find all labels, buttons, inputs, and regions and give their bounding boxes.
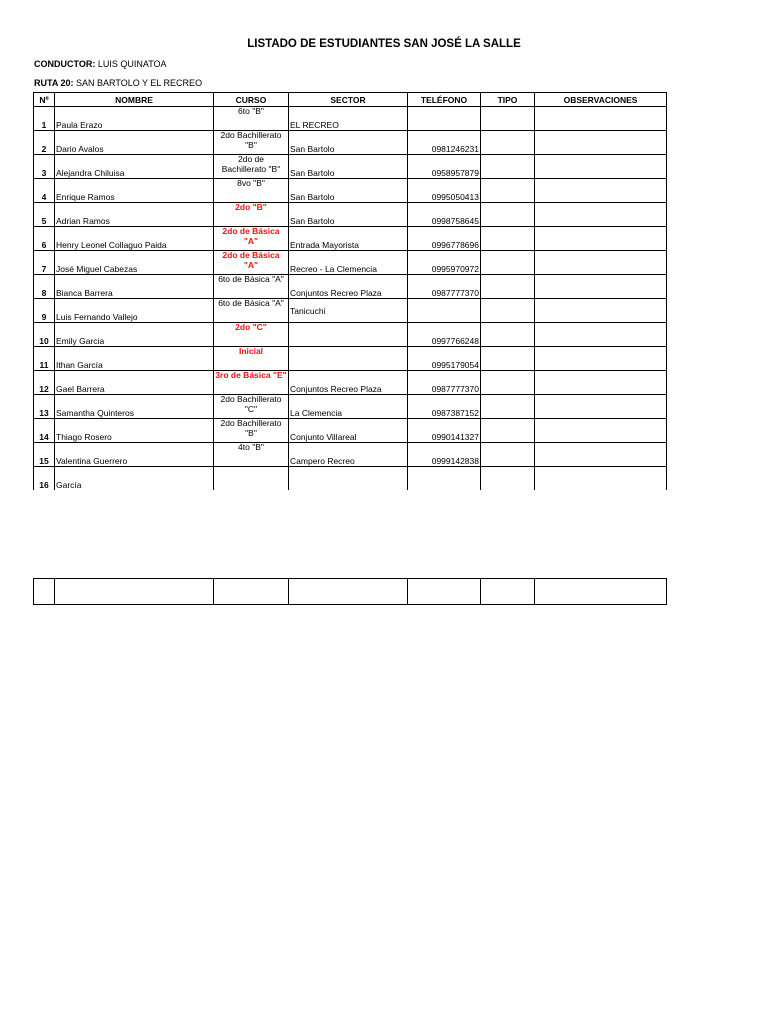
student-phone: 0987777370 xyxy=(408,275,481,299)
student-observaciones xyxy=(535,251,667,275)
student-tipo xyxy=(481,299,535,323)
student-course: 2do Bachillerato "B" xyxy=(214,419,289,443)
student-tipo xyxy=(481,179,535,203)
table-row xyxy=(34,131,667,155)
student-phone: 0995179054 xyxy=(408,347,481,371)
student-name: García xyxy=(55,467,214,491)
student-sector: EL RECREO xyxy=(289,107,408,131)
table-row xyxy=(34,467,667,491)
student-sector: San Bartolo xyxy=(289,179,408,203)
header-telefono: TELÉFONO xyxy=(408,93,481,107)
student-sector: San Bartolo xyxy=(289,203,408,227)
student-sector: San Bartolo xyxy=(289,131,408,155)
students-table-body xyxy=(34,107,667,491)
table-row xyxy=(34,323,667,347)
student-tipo xyxy=(481,467,535,491)
student-observaciones xyxy=(535,179,667,203)
student-course: 6to "B" xyxy=(214,107,289,131)
student-phone xyxy=(408,299,481,323)
student-course: 4to "B" xyxy=(214,443,289,467)
student-tipo xyxy=(481,251,535,275)
student-phone: 0995970972 xyxy=(408,251,481,275)
row-number: 6 xyxy=(34,227,55,251)
student-name: Ithan García xyxy=(55,347,214,371)
student-sector: La Clemencia xyxy=(289,395,408,419)
table-row xyxy=(34,155,667,179)
student-observaciones xyxy=(535,395,667,419)
table-row xyxy=(34,347,667,371)
student-name: Henry Leonel Collaguo Paida xyxy=(55,227,214,251)
row-number: 12 xyxy=(34,371,55,395)
student-phone: 0995050413 xyxy=(408,179,481,203)
student-sector: Campero Recreo xyxy=(289,443,408,467)
blank-cell xyxy=(55,579,214,605)
row-number: 9 xyxy=(34,299,55,323)
row-number: 15 xyxy=(34,443,55,467)
row-number: 4 xyxy=(34,179,55,203)
student-phone xyxy=(408,107,481,131)
student-sector xyxy=(289,467,408,491)
student-phone: 0999142838 xyxy=(408,443,481,467)
student-course: 2do de Básica "A" xyxy=(214,227,289,251)
blank-cell xyxy=(34,579,55,605)
blank-table xyxy=(33,578,667,605)
student-name: Samantha Quinteros xyxy=(55,395,214,419)
student-tipo xyxy=(481,347,535,371)
student-observaciones xyxy=(535,107,667,131)
student-phone: 0987387152 xyxy=(408,395,481,419)
conductor-value: LUIS QUINATOA xyxy=(95,59,167,69)
student-phone: 0981246231 xyxy=(408,131,481,155)
student-phone: 0987777370 xyxy=(408,371,481,395)
student-course: 2do de Básica "A" xyxy=(214,251,289,275)
table-row xyxy=(34,227,667,251)
student-observaciones xyxy=(535,371,667,395)
table-row xyxy=(34,179,667,203)
student-name: Adrian Ramos xyxy=(55,203,214,227)
table-row xyxy=(34,395,667,419)
table-row xyxy=(34,419,667,443)
table-row xyxy=(34,107,667,131)
student-observaciones xyxy=(535,419,667,443)
student-tipo xyxy=(481,131,535,155)
blank-cell xyxy=(535,579,667,605)
student-course: 6to de Básica "A" xyxy=(214,275,289,299)
student-sector xyxy=(289,323,408,347)
route-line xyxy=(34,78,202,88)
student-phone: 0997766248 xyxy=(408,323,481,347)
student-observaciones xyxy=(535,467,667,491)
student-phone: 0958957879 xyxy=(408,155,481,179)
header-num: Nº xyxy=(34,93,55,107)
students-table xyxy=(33,92,667,490)
student-tipo xyxy=(481,443,535,467)
row-number: 11 xyxy=(34,347,55,371)
student-tipo xyxy=(481,275,535,299)
table-row xyxy=(34,251,667,275)
student-observaciones xyxy=(535,203,667,227)
student-course: 3ro de Básica "E" xyxy=(214,371,289,395)
student-course: 2do Bachillerato "B" xyxy=(214,131,289,155)
student-observaciones xyxy=(535,227,667,251)
table-row xyxy=(34,203,667,227)
student-observaciones xyxy=(535,131,667,155)
row-number: 5 xyxy=(34,203,55,227)
student-phone: 0996778696 xyxy=(408,227,481,251)
student-course: 6to de Básica "A" xyxy=(214,299,289,323)
student-name: Dario Avalos xyxy=(55,131,214,155)
student-name: Bianca Barrera xyxy=(55,275,214,299)
student-tipo xyxy=(481,203,535,227)
student-name: Emily Garcia xyxy=(55,323,214,347)
student-name: Enrique Ramos xyxy=(55,179,214,203)
row-number: 13 xyxy=(34,395,55,419)
student-sector: Entrada Mayorista xyxy=(289,227,408,251)
student-sector: Recreo - La Clemencia xyxy=(289,251,408,275)
student-observaciones xyxy=(535,323,667,347)
conductor-line xyxy=(34,59,167,69)
route-label: RUTA 20: xyxy=(34,78,74,88)
student-sector xyxy=(289,347,408,371)
row-number: 2 xyxy=(34,131,55,155)
header-sector: SECTOR xyxy=(289,93,408,107)
student-tipo xyxy=(481,395,535,419)
student-tipo xyxy=(481,371,535,395)
student-name: José Miguel Cabezas xyxy=(55,251,214,275)
student-observaciones xyxy=(535,155,667,179)
student-course: 2do de Bachillerato "B" xyxy=(214,155,289,179)
student-name: Thiago Rosero xyxy=(55,419,214,443)
student-observaciones xyxy=(535,347,667,371)
blank-row xyxy=(34,579,667,605)
header-curso: CURSO xyxy=(214,93,289,107)
student-phone: 0990141327 xyxy=(408,419,481,443)
row-number: 14 xyxy=(34,419,55,443)
student-sector: Conjunto Villareal xyxy=(289,419,408,443)
table-row xyxy=(34,443,667,467)
blank-cell xyxy=(481,579,535,605)
student-tipo xyxy=(481,419,535,443)
student-name: Luis Fernando Vallejo xyxy=(55,299,214,323)
blank-cell xyxy=(408,579,481,605)
header-nombre: NOMBRE xyxy=(55,93,214,107)
table-row xyxy=(34,299,667,323)
student-sector: San Bartolo xyxy=(289,155,408,179)
conductor-label: CONDUCTOR: xyxy=(34,59,96,69)
row-number: 1 xyxy=(34,107,55,131)
student-tipo xyxy=(481,155,535,179)
student-phone xyxy=(408,467,481,491)
student-course: 2do Bachillerato "C" xyxy=(214,395,289,419)
student-course xyxy=(214,467,289,491)
student-observaciones xyxy=(535,443,667,467)
row-number: 10 xyxy=(34,323,55,347)
student-course: 8vo "B" xyxy=(214,179,289,203)
table-row xyxy=(34,371,667,395)
student-course: 2do "B" xyxy=(214,203,289,227)
table-row xyxy=(34,275,667,299)
route-value: SAN BARTOLO Y EL RECREO xyxy=(73,78,203,88)
blank-cell xyxy=(289,579,408,605)
student-observaciones xyxy=(535,275,667,299)
student-name: Paula Erazo xyxy=(55,107,214,131)
student-tipo xyxy=(481,107,535,131)
header-tipo: TIPO xyxy=(481,93,535,107)
blank-cell xyxy=(214,579,289,605)
student-name: Gael Barrera xyxy=(55,371,214,395)
student-name: Alejandra Chiluisa xyxy=(55,155,214,179)
student-sector: Tanicuchi xyxy=(289,299,408,323)
row-number: 7 xyxy=(34,251,55,275)
student-name: Valentina Guerrero xyxy=(55,443,214,467)
row-number: 16 xyxy=(34,467,55,491)
row-number: 3 xyxy=(34,155,55,179)
student-sector: Conjuntos Recreo Plaza xyxy=(289,275,408,299)
row-number: 8 xyxy=(34,275,55,299)
student-tipo xyxy=(481,323,535,347)
student-phone: 0998758645 xyxy=(408,203,481,227)
student-observaciones xyxy=(535,299,667,323)
header-observaciones: OBSERVACIONES xyxy=(535,93,667,107)
student-tipo xyxy=(481,227,535,251)
table-header-row xyxy=(34,93,667,107)
page-title: LISTADO DE ESTUDIANTES SAN JOSÉ LA SALLE xyxy=(247,38,521,50)
student-sector: Conjuntos Recreo Plaza xyxy=(289,371,408,395)
student-course: 2do "C" xyxy=(214,323,289,347)
student-course: Inicial xyxy=(214,347,289,371)
